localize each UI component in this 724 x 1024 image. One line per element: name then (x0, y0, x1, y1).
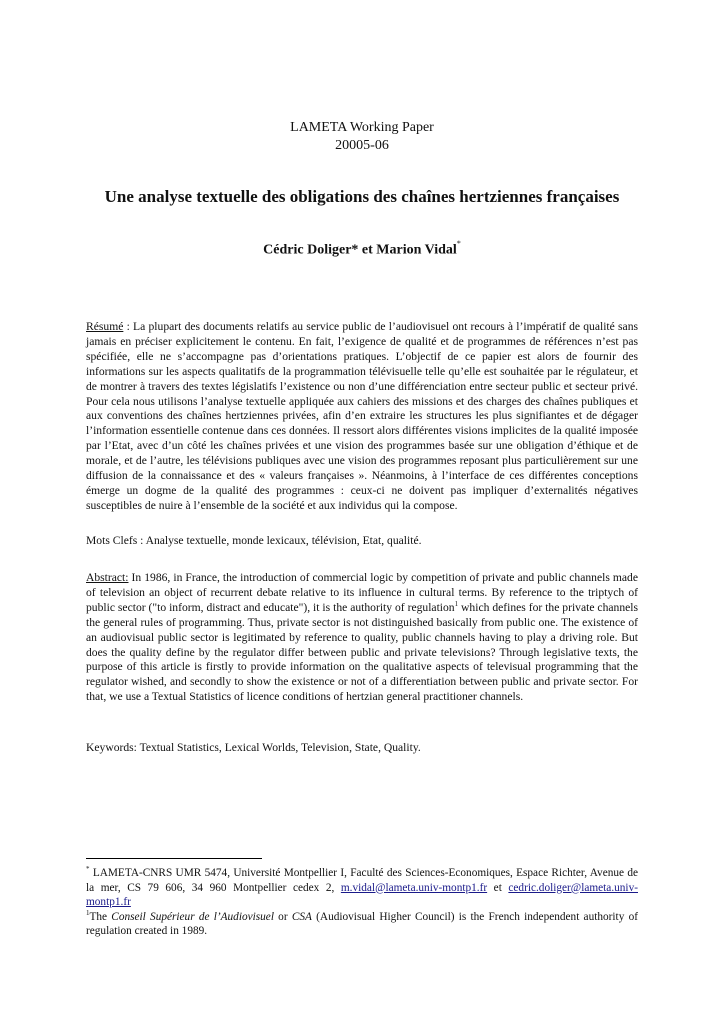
author-footnote-mark: * (456, 239, 461, 248)
mots-clefs-line: Mots Clefs : Analyse textuelle, monde lexicaux, télévision, Etat, qualité. (86, 534, 422, 547)
abstract-paragraph (86, 571, 638, 705)
footnote-affiliation-mark: * (86, 865, 90, 874)
abstract-footnote-ref[interactable]: 1 (454, 599, 459, 608)
resume-label: Résumé (86, 320, 124, 333)
footnote-csa (86, 910, 638, 939)
footnote-csa-acronym: CSA (291, 910, 312, 923)
abstract-text-part2: which defines for the private channels the general rules of programming. Thus, private sector is not distinguished basically from public one. The existence of an audiovisual public sector is legitimated by reference to quality, public channels having to play a driving role. But does the quality define by the regulator differ between public and private televisions? Through legislative texts, the purpose of this article is firstly to provide information on the qualitative aspects of televisual programming that the regulator wished, and secondly to show the existence or not of a differentiation between public and private sector. For that, we use a Textual Statistics of licence conditions of hertzian general practitioner channels. (86, 600, 638, 704)
series-name: LAMETA Working Paper (290, 120, 434, 135)
working-paper-header (0, 119, 724, 155)
footnotes (86, 866, 638, 939)
email-link-vidal[interactable]: m.vidal@lameta.univ-montp1.fr (340, 881, 488, 894)
footnote-csa-or: or (273, 910, 292, 923)
footnote-divider (86, 858, 262, 859)
footnote-affiliation (86, 866, 638, 910)
paper-title: Une analyse textuelle des obligations des chaînes hertziennes françaises (104, 187, 620, 206)
abstract-label: Abstract: (86, 571, 129, 584)
footnote-csa-the: The (89, 910, 112, 923)
footnote-csa-rest: (Audiovisual Higher Council) is the French independent authority of regulation created in 1989. (86, 910, 638, 938)
footnote-affiliation-text: LAMETA-CNRS UMR 5474, Université Montpellier I, Faculté des Sciences-Economiques, Espace Richter, Avenue de la mer, CS 79 606, 34 960 Montpellier cedex 2, (86, 867, 638, 894)
keywords-line: Keywords: Textual Statistics, Lexical Worlds, Television, State, Quality. (86, 741, 421, 754)
footnote-et: et (487, 881, 509, 894)
author-line (0, 237, 724, 260)
resume-paragraph (86, 320, 638, 514)
paper-number: 20005-06 (335, 138, 389, 153)
abstract-text-part1: In 1986, in France, the introduction of commercial logic by competition of private and public channels made of television an object of recurrent debate relative to its influence in cultural terms. By reference to the triptych of public sector ("to inform, distract and educate"), it is the authority of regulation (86, 571, 638, 614)
author-names: Cédric Doliger* et Marion Vidal (263, 242, 457, 258)
resume-text: : La plupart des documents relatifs au service public de l’audiovisuel ont recours à l’impératif de qualité sans jamais en préciser explicitement le contenu. En fait, l’exigence de qualité et de programmes de références n’est pas spécifiée, elle ne s’accompagne pas d’orientations pratiques. L’objectif de ce papier est alors de fournir des informations sur les aspects qualitatifs de la programmation télévisuelle telle qu’elle est souhaitée par le régulateur, et de montrer à travers des textes législatifs l’existence ou non d’une différenciation entre secteur public et secteur privé. Pour cela nous utilisons l’analyse textuelle appliquée aux cahiers des missions et des charges des chaînes publiques et aux conventions des chaînes hertziennes privées, afin d’en extraire les structures les plus signifiantes et de dégager l’information essentielle contenue dans ces données. Il ressort alors différentes visions implicites de la qualité imposée par l’Etat, avec d’un côté les chaînes privées et une vision des programmes basée sur une obligation d’éthique et de morale, et de l’autre, les télévisions publiques avec une vision des programmes reposant plus particulièrement sur une diffusion de la connaissance et des « valeurs françaises ». Néanmoins, à l’interface de ces différentes conceptions émerge un dogme de la qualité des programmes : ceux-ci ne doivent pas impliquer d’externalités négatives susceptibles de nuire à l’ensemble de la société et aux individus qui la compose. (86, 320, 638, 512)
email-link-doliger[interactable]: cedric.doliger@lameta.univ-montp1.fr (86, 881, 638, 909)
footnote-csa-fullname: Conseil Supérieur de l’Audiovisuel (111, 910, 274, 923)
footnote-csa-mark: 1 (86, 909, 90, 918)
